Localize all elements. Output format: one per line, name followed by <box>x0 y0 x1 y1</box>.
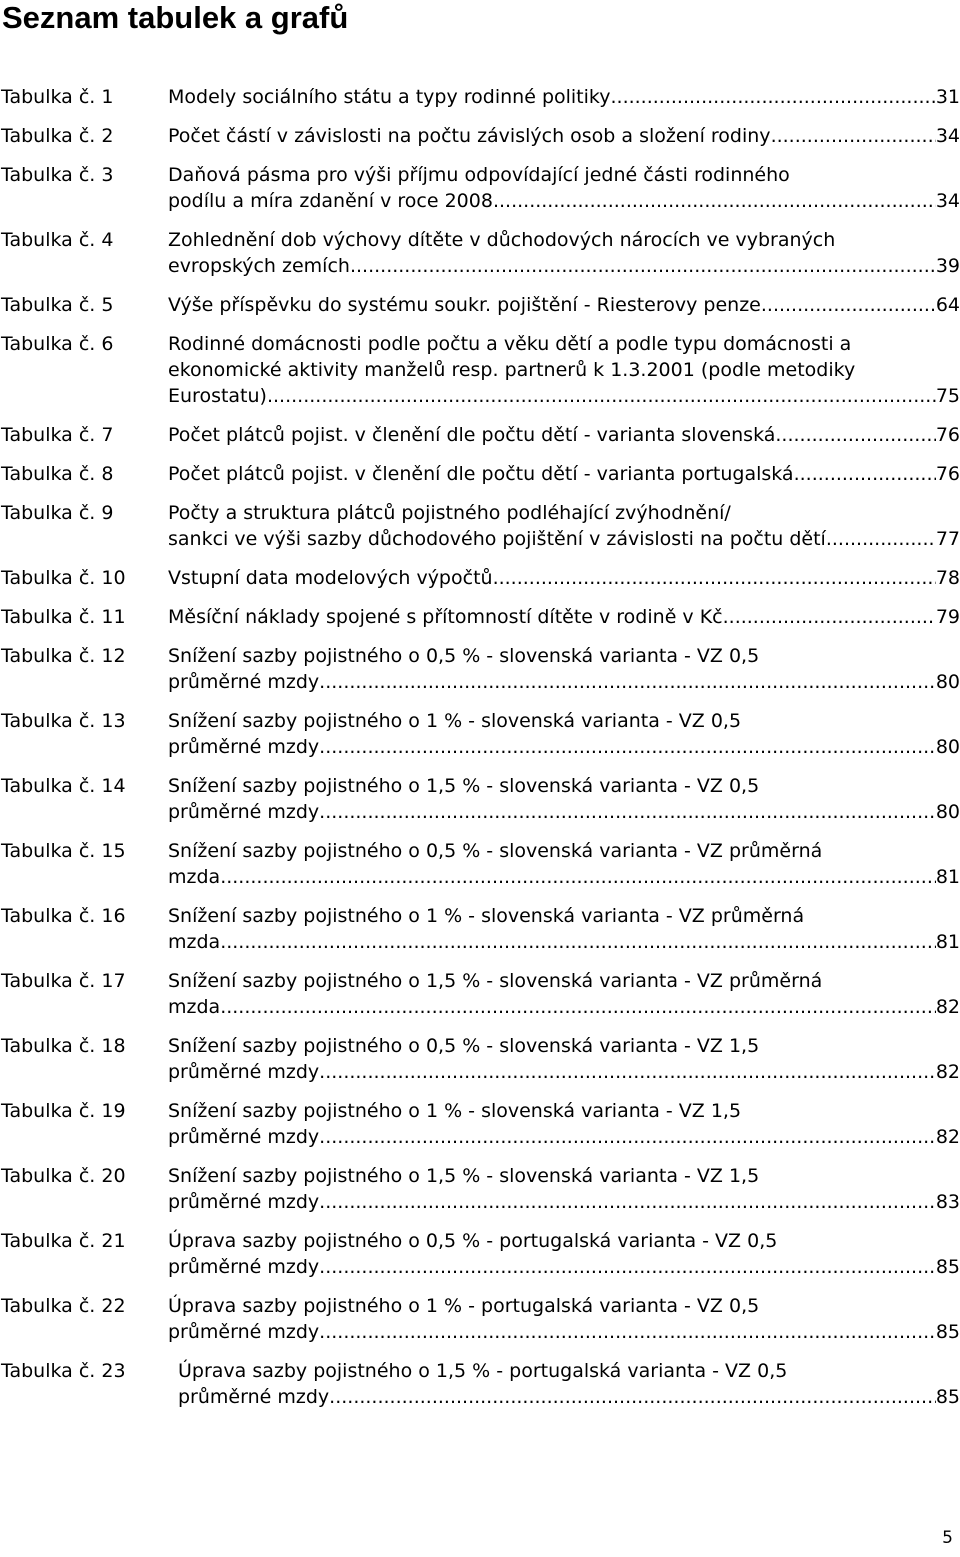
toc-entry[interactable] <box>0 1358 960 1410</box>
toc-entry-title <box>168 461 960 487</box>
toc-entry-title-line: Výše příspěvku do systému soukr. pojištění - Riesterovy penze <box>168 294 761 316</box>
toc-entry-title <box>168 292 960 318</box>
toc-entry-title-line: sankci ve výši sazby důchodového pojištění v závislosti na počtu dětí <box>168 528 826 550</box>
toc-entry-last-line <box>168 422 960 448</box>
toc-entry-title <box>168 968 960 1020</box>
toc-entry-label: Tabulka č. 7 <box>1 424 114 446</box>
toc-entry-title-line: Daňová pásma pro výši příjmu odpovídající jedné části rodinného <box>168 164 790 186</box>
toc-entry[interactable] <box>0 422 960 448</box>
toc-entry-title-line: průměrné mzdy <box>168 671 320 693</box>
toc-entry-last-line <box>168 84 960 110</box>
toc-entry[interactable] <box>0 604 960 630</box>
toc-entry-label: Tabulka č. 20 <box>1 1165 126 1187</box>
toc-entry-last-line <box>168 1124 960 1150</box>
toc-entry-last-line <box>168 929 960 955</box>
toc-entry-title <box>168 1163 960 1215</box>
toc-entry-title-line: Rodinné domácnosti podle počtu a věku dětí a podle typu domácnosti a <box>168 333 852 355</box>
toc-entry-label: Tabulka č. 4 <box>1 229 114 251</box>
dot-leader <box>493 565 936 591</box>
toc-entry[interactable] <box>0 643 960 695</box>
toc-entry[interactable] <box>0 903 960 955</box>
dot-leader <box>220 864 936 890</box>
toc-entry-last-line <box>168 1189 960 1215</box>
toc-entry[interactable] <box>0 1293 960 1345</box>
toc-entry-title <box>168 123 960 149</box>
toc-entry-title-line: Počet částí v závislosti na počtu závislých osob a složení rodiny <box>168 125 771 147</box>
toc-entry-last-line <box>168 383 960 409</box>
toc-entry-last-line <box>168 799 960 825</box>
toc-entry-label: Tabulka č. 5 <box>1 294 114 316</box>
toc-entry[interactable] <box>0 1228 960 1280</box>
toc-entry-title <box>168 565 960 591</box>
toc-entry[interactable] <box>0 227 960 279</box>
toc-entry-title-line: průměrné mzdy <box>168 1191 320 1213</box>
toc-entry-title <box>168 331 960 409</box>
dot-leader <box>319 1319 936 1345</box>
toc-entry[interactable] <box>0 84 960 110</box>
toc-entry[interactable] <box>0 708 960 760</box>
toc-entry-title-line: Počet plátců pojist. v členění dle počtu dětí - varianta portugalská <box>168 463 794 485</box>
toc-entry[interactable] <box>0 565 960 591</box>
toc-entry-title-line: Modely sociálního státu a typy rodinné politiky <box>168 86 611 108</box>
toc-entry-last-line <box>168 669 960 695</box>
toc-entry-title-line: Snížení sazby pojistného o 0,5 % - slovenská varianta - VZ průměrná <box>168 840 823 862</box>
toc-entry-page: 82 <box>935 996 960 1018</box>
toc-entry[interactable] <box>0 162 960 214</box>
toc-entry-title-line: průměrné mzdy <box>168 1321 320 1343</box>
toc-entry[interactable] <box>0 1033 960 1085</box>
toc-entry-title-line: mzda <box>168 866 221 888</box>
toc-entry-label: Tabulka č. 18 <box>1 1035 126 1057</box>
dot-leader <box>319 1124 936 1150</box>
toc-entry-title-line: průměrné mzdy <box>168 1061 320 1083</box>
toc-entry-label: Tabulka č. 22 <box>1 1295 126 1317</box>
toc-entry-title-line: Úprava sazby pojistného o 0,5 % - portugalská varianta - VZ 0,5 <box>168 1230 778 1252</box>
toc-entry-title <box>168 227 960 279</box>
toc-entry-page: 76 <box>935 424 960 446</box>
toc-entry-title <box>168 903 960 955</box>
toc-entry-last-line <box>168 864 960 890</box>
toc-entry-label: Tabulka č. 11 <box>1 606 126 628</box>
toc-entry-title-line: Vstupní data modelových výpočtů <box>168 567 493 589</box>
toc-entry-label: Tabulka č. 13 <box>1 710 126 732</box>
toc-entry-label: Tabulka č. 14 <box>1 775 126 797</box>
toc-entry-title-line: průměrné mzdy <box>178 1386 330 1408</box>
toc-entry-title <box>168 500 960 552</box>
toc-entry-title-line: mzda <box>168 996 221 1018</box>
toc-entry-title <box>168 773 960 825</box>
dot-leader <box>775 422 935 448</box>
toc-entry-label: Tabulka č. 16 <box>1 905 126 927</box>
toc-entry[interactable] <box>0 500 960 552</box>
toc-entry-title-line: Snížení sazby pojistného o 0,5 % - slovenská varianta - VZ 1,5 <box>168 1035 760 1057</box>
dot-leader <box>319 799 936 825</box>
toc-entry-page: 76 <box>935 463 960 485</box>
dot-leader <box>794 461 936 487</box>
toc-entry-page: 83 <box>935 1191 960 1213</box>
toc-entry-label: Tabulka č. 3 <box>1 164 114 186</box>
toc-entry-title-line: Měsíční náklady spojené s přítomností dítěte v rodině v Kč <box>168 606 723 628</box>
toc-entry-title <box>168 1293 960 1345</box>
toc-entry-page: 34 <box>935 125 960 147</box>
toc-entry-last-line <box>168 1059 960 1085</box>
toc-entry-title-line: průměrné mzdy <box>168 736 320 758</box>
toc-entry-last-line <box>168 1319 960 1345</box>
toc-entry-page: 81 <box>935 931 960 953</box>
toc-entry-title-line: mzda <box>168 931 221 953</box>
dot-leader <box>350 253 936 279</box>
dot-leader <box>319 1254 936 1280</box>
toc-entry-title <box>168 84 960 110</box>
toc-entry[interactable] <box>0 773 960 825</box>
toc-entry[interactable] <box>0 123 960 149</box>
toc-entry-title-line: průměrné mzdy <box>168 1126 320 1148</box>
toc-entry-last-line <box>168 994 960 1020</box>
dot-leader <box>493 188 936 214</box>
toc-entry-label: Tabulka č. 23 <box>1 1360 126 1382</box>
toc-entry-page: 77 <box>935 528 960 550</box>
dot-leader <box>610 84 935 110</box>
toc-entry-title-line: Snížení sazby pojistného o 1,5 % - slovenská varianta - VZ 1,5 <box>168 1165 760 1187</box>
toc-entry-page: 79 <box>935 606 960 628</box>
toc-entry-title-line: Snížení sazby pojistného o 1,5 % - slovenská varianta - VZ průměrná <box>168 970 823 992</box>
toc-entry-last-line <box>168 565 960 591</box>
toc-entry-page: 75 <box>935 385 960 407</box>
toc-entry-page: 85 <box>935 1321 960 1343</box>
dot-leader <box>220 929 936 955</box>
dot-leader <box>267 383 936 409</box>
dot-leader <box>329 1384 936 1410</box>
toc-entry-last-line <box>168 253 960 279</box>
toc-entry-page: 80 <box>935 736 960 758</box>
dot-leader <box>319 1059 936 1085</box>
toc-entry-title <box>168 838 960 890</box>
toc-entry-title <box>168 1228 960 1280</box>
dot-leader <box>761 292 936 318</box>
toc-entry-last-line <box>178 1384 960 1410</box>
toc-entry-page: 82 <box>935 1126 960 1148</box>
toc-entry[interactable] <box>0 1163 960 1215</box>
toc-entry-title <box>168 162 960 214</box>
toc-entry-label: Tabulka č. 12 <box>1 645 126 667</box>
dot-leader <box>319 1189 936 1215</box>
toc-entry-title <box>168 708 960 760</box>
toc-entry[interactable] <box>0 331 960 409</box>
toc-entry-last-line <box>168 604 960 630</box>
toc-entry-last-line <box>168 123 960 149</box>
toc-entry-page: 82 <box>935 1061 960 1083</box>
toc-entry-title-line: evropských zemích <box>168 255 350 277</box>
toc-entry-title-line: průměrné mzdy <box>168 801 320 823</box>
toc-entry-title-line: Úprava sazby pojistného o 1 % - portugalská varianta - VZ 0,5 <box>168 1295 760 1317</box>
table-of-contents <box>0 84 960 1423</box>
toc-entry-page: 85 <box>935 1386 960 1408</box>
dot-leader <box>826 526 936 552</box>
toc-entry-label: Tabulka č. 8 <box>1 463 114 485</box>
toc-entry-label: Tabulka č. 6 <box>1 333 114 355</box>
toc-entry-last-line <box>168 292 960 318</box>
toc-entry-title <box>168 604 960 630</box>
toc-entry-title-line: Snížení sazby pojistného o 1,5 % - slovenská varianta - VZ 0,5 <box>168 775 760 797</box>
toc-entry-page: 34 <box>935 190 960 212</box>
toc-entry-page: 80 <box>935 671 960 693</box>
toc-entry-title <box>168 422 960 448</box>
toc-entry-page: 64 <box>935 294 960 316</box>
toc-entry-title-line: průměrné mzdy <box>168 1256 320 1278</box>
toc-entry-title-line: Snížení sazby pojistného o 0,5 % - slovenská varianta - VZ 0,5 <box>168 645 760 667</box>
dot-leader <box>319 669 936 695</box>
dot-leader <box>723 604 936 630</box>
toc-entry-title-line: Eurostatu) <box>168 385 267 407</box>
toc-entry-label: Tabulka č. 15 <box>1 840 126 862</box>
toc-entry-title <box>168 643 960 695</box>
toc-entry-label: Tabulka č. 19 <box>1 1100 126 1122</box>
dot-leader <box>771 123 936 149</box>
toc-entry-title-line: Zohlednění dob výchovy dítěte v důchodových nárocích ve vybraných <box>168 229 836 251</box>
toc-entry[interactable] <box>0 1098 960 1150</box>
toc-entry-title-line: Snížení sazby pojistného o 1 % - slovenská varianta - VZ 0,5 <box>168 710 742 732</box>
toc-entry-label: Tabulka č. 21 <box>1 1230 126 1252</box>
toc-entry-page: 85 <box>935 1256 960 1278</box>
toc-entry-last-line <box>168 734 960 760</box>
toc-entry-label: Tabulka č. 1 <box>1 86 114 108</box>
page-number: 5 <box>942 1528 953 1548</box>
toc-entry-page: 80 <box>935 801 960 823</box>
toc-entry-title-line: Počet plátců pojist. v členění dle počtu dětí - varianta slovenská <box>168 424 776 446</box>
toc-entry-last-line <box>168 461 960 487</box>
toc-entry-title-line: Úprava sazby pojistného o 1,5 % - portugalská varianta - VZ 0,5 <box>178 1360 788 1382</box>
dot-leader <box>220 994 936 1020</box>
toc-entry-label: Tabulka č. 17 <box>1 970 126 992</box>
toc-entry-title-line: ekonomické aktivity manželů resp. partnerů k 1.3.2001 (podle metodiky <box>168 359 856 381</box>
toc-entry-page: 78 <box>935 567 960 589</box>
toc-entry-title <box>168 1098 960 1150</box>
toc-entry-page: 81 <box>935 866 960 888</box>
toc-entry-last-line <box>168 526 960 552</box>
toc-entry-last-line <box>168 1254 960 1280</box>
toc-entry[interactable] <box>0 461 960 487</box>
toc-entry-label: Tabulka č. 10 <box>1 567 126 589</box>
toc-entry-title <box>168 1033 960 1085</box>
page-title: Seznam tabulek a grafů <box>2 0 349 35</box>
toc-entry-last-line <box>168 188 960 214</box>
toc-entry-page: 39 <box>935 255 960 277</box>
toc-entry-title-line: Snížení sazby pojistného o 1 % - slovenská varianta - VZ průměrná <box>168 905 805 927</box>
toc-entry-title-line: Snížení sazby pojistného o 1 % - slovenská varianta - VZ 1,5 <box>168 1100 742 1122</box>
toc-entry[interactable] <box>0 838 960 890</box>
toc-entry-title-line: Počty a struktura plátců pojistného podléhající zvýhodnění/ <box>168 502 731 524</box>
toc-entry-page: 31 <box>935 86 960 108</box>
toc-entry-label: Tabulka č. 2 <box>1 125 114 147</box>
toc-entry-title-line: podílu a míra zdanění v roce 2008 <box>168 190 493 212</box>
toc-entry-label: Tabulka č. 9 <box>1 502 114 524</box>
dot-leader <box>319 734 936 760</box>
toc-entry[interactable] <box>0 292 960 318</box>
toc-entry[interactable] <box>0 968 960 1020</box>
toc-entry-title <box>178 1358 960 1410</box>
